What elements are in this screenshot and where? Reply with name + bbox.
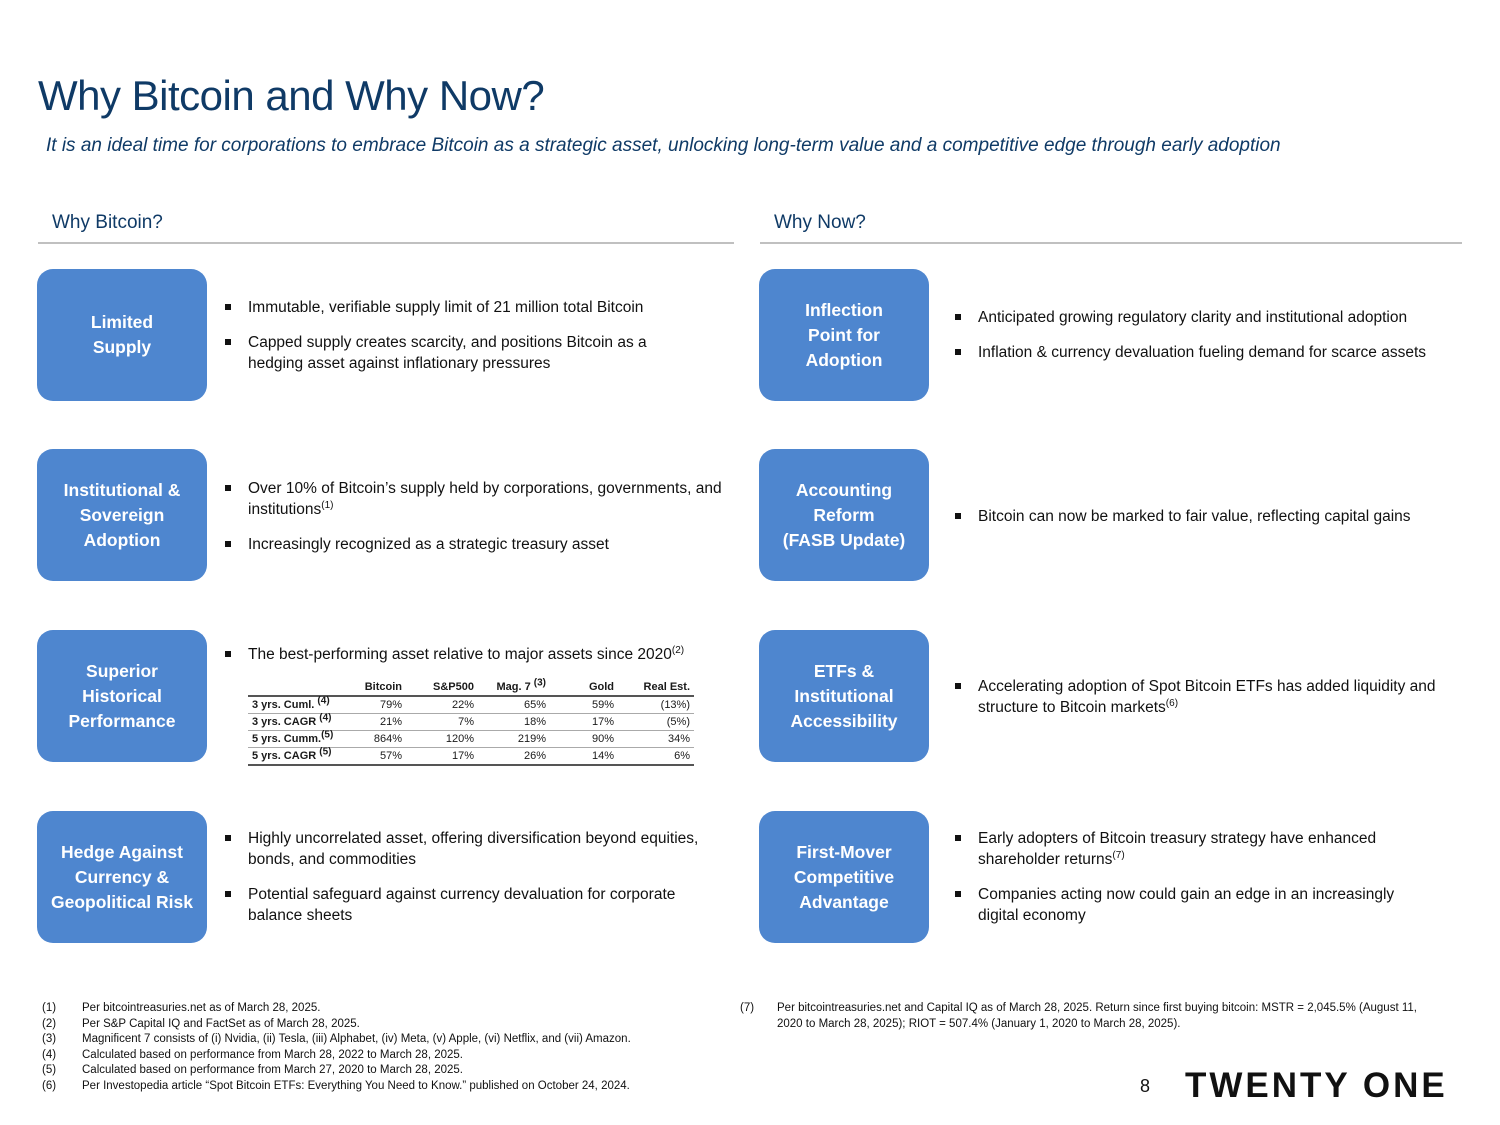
page-number: 8 xyxy=(1140,1076,1151,1096)
row-label: 5 yrs. Cumm. xyxy=(252,733,322,745)
table-cell: 17% xyxy=(550,714,618,731)
inflection-bullets xyxy=(952,307,1472,377)
pill-etf-accessibility xyxy=(759,630,929,762)
performance-table xyxy=(248,679,694,766)
table-cell xyxy=(248,748,348,766)
bullet-item xyxy=(952,828,1432,870)
hedge-bullets xyxy=(222,828,717,940)
pill-line: Advantage xyxy=(799,891,889,912)
pill-line: Limited xyxy=(90,312,154,332)
pill-line: Institutional & xyxy=(63,479,181,500)
bullet-item xyxy=(222,478,727,520)
table-header-cell: Real Est. xyxy=(618,679,694,696)
table-cell: 21% xyxy=(348,714,406,731)
bullet-item: Potential safeguard against currency devaluation for corporate balance sheets xyxy=(222,884,717,926)
table-cell: 34% xyxy=(618,731,694,748)
footnote xyxy=(42,1032,732,1048)
footnote-text: Per bitcointreasuries.net and Capital IQ as of March 28, 2025. Return since first buying bitcoin: MSTR = 2,045.5% (August 11, 2020 to March 28, 2025); RIOT = 507.4% (January 1, 2020 to March 28, 2025). xyxy=(777,1002,1417,1030)
pill-line: Superior xyxy=(86,660,158,681)
bullet-item xyxy=(222,644,727,665)
table-header-cell: Gold xyxy=(550,679,618,696)
pill-line: Adoption xyxy=(83,529,161,550)
table-cell: 22% xyxy=(406,696,478,714)
table-cell: 7% xyxy=(406,714,478,731)
pill-institutional-adoption xyxy=(37,449,207,581)
bullet-item: Inflation & currency devaluation fueling demand for scarce assets xyxy=(952,342,1472,363)
page-title: Why Bitcoin and Why Now? xyxy=(38,72,545,119)
footnote-ref: (1) xyxy=(321,499,334,511)
table-cell: 17% xyxy=(406,748,478,766)
table-cell xyxy=(248,731,348,748)
footnote-number: (2) xyxy=(42,1017,57,1030)
table-cell: 219% xyxy=(478,731,550,748)
pill-line: Competitive xyxy=(793,866,895,887)
footnote-text: Magnificent 7 consists of (i) Nvidia, (ii) Tesla, (iii) Alphabet, (iv) Meta, (v) Apple, (vi) Netflix, and (vii) Amazon. xyxy=(82,1033,631,1045)
why-now-heading: Why Now? xyxy=(774,212,866,233)
footnote-number: (6) xyxy=(42,1079,57,1092)
pill-line: Reform xyxy=(813,504,875,525)
bullet-item: Companies acting now could gain an edge in an increasingly digital economy xyxy=(952,884,1432,926)
bullet-item: Immutable, verifiable supply limit of 21 million total Bitcoin xyxy=(222,297,702,318)
footnote-ref: (6) xyxy=(1165,697,1179,709)
footnote xyxy=(740,1001,1440,1032)
bullet-item: Highly uncorrelated asset, offering diversification beyond equities, bonds, and commodities xyxy=(222,828,717,870)
pill-line: Adoption xyxy=(805,349,883,370)
pill-line: Accounting xyxy=(795,479,893,500)
right-divider xyxy=(760,242,1462,244)
footnote xyxy=(42,1063,732,1079)
table-cell: 65% xyxy=(478,696,550,714)
brand-logo: TWENTY ONE xyxy=(1185,1066,1448,1105)
table-cell: 18% xyxy=(478,714,550,731)
table-cell: 14% xyxy=(550,748,618,766)
bullet-item: Capped supply creates scarcity, and positions Bitcoin as a hedging asset against inflationary pressures xyxy=(222,332,702,374)
table-row xyxy=(248,714,694,731)
footnote-number: (7) xyxy=(740,1002,755,1014)
table-header-cell: S&P500 xyxy=(406,679,478,696)
footnote-text: Per S&P Capital IQ and FactSet as of March 28, 2025. xyxy=(82,1017,360,1030)
pill-limited-supply xyxy=(37,269,207,401)
pill-accounting-reform xyxy=(759,449,929,581)
bullet-text: Early adopters of Bitcoin treasury strategy have enhanced shareholder returns xyxy=(978,830,1377,868)
limited-supply-bullets xyxy=(222,297,702,388)
pill-line: Point for xyxy=(808,324,880,345)
pill-line: Institutional xyxy=(794,685,894,706)
table-cell: (13%) xyxy=(618,696,694,714)
table-cell: 26% xyxy=(478,748,550,766)
footnote-number: (3) xyxy=(42,1033,57,1045)
pill-line: Supply xyxy=(92,337,152,357)
table-header-cell: Bitcoin xyxy=(348,679,406,696)
pill-line: Sovereign xyxy=(79,504,165,525)
performance-bullets xyxy=(222,644,727,679)
table-cell: 90% xyxy=(550,731,618,748)
footnote-text: Per bitcointreasuries.net as of March 28, 2025. xyxy=(82,1002,321,1014)
table-cell: (5%) xyxy=(618,714,694,731)
header-text: Mag. 7 xyxy=(496,681,531,693)
pill-line: Historical xyxy=(82,685,162,706)
footnote xyxy=(42,1048,732,1064)
pill-line: (FASB Update) xyxy=(782,529,906,550)
pill-inflection-point xyxy=(759,269,929,401)
pill-line: ETFs & xyxy=(813,660,875,681)
table-header-cell xyxy=(478,679,550,696)
footnote-number: (4) xyxy=(42,1048,57,1061)
table-cell xyxy=(248,714,348,731)
table-row xyxy=(248,748,694,766)
pill-line: First-Mover xyxy=(796,841,892,862)
footnote-ref: (4) xyxy=(317,695,330,707)
pill-line: Accessibility xyxy=(790,710,898,731)
bullet-text: The best-performing asset relative to major assets since 2020 xyxy=(248,646,672,663)
table-cell: 57% xyxy=(348,748,406,766)
footnote-text: Calculated based on performance from March 28, 2022 to March 28, 2025. xyxy=(82,1048,463,1061)
pill-historical-performance xyxy=(37,630,207,762)
table-cell xyxy=(248,696,348,714)
bullet-item xyxy=(952,676,1442,718)
etf-bullets xyxy=(952,676,1442,732)
row-label: 3 yrs. Cuml. xyxy=(252,699,315,711)
footnote-ref: (4) xyxy=(319,712,332,724)
institutional-bullets xyxy=(222,478,727,569)
row-label: 3 yrs. CAGR xyxy=(252,716,317,728)
footnote-text: Per Investopedia article “Spot Bitcoin ETFs: Everything You Need to Know.” published on October 24, 2024. xyxy=(82,1079,630,1092)
pill-first-mover xyxy=(759,811,929,943)
table-cell: 120% xyxy=(406,731,478,748)
footnotes-left xyxy=(42,1001,732,1094)
footnote-number: (5) xyxy=(42,1064,57,1076)
left-divider xyxy=(38,242,734,244)
pill-hedge-risk xyxy=(37,811,207,943)
accounting-bullets xyxy=(952,506,1472,541)
bullet-item: Increasingly recognized as a strategic treasury asset xyxy=(222,534,727,555)
footnote-ref: (7) xyxy=(1112,849,1125,861)
table-cell: 79% xyxy=(348,696,406,714)
bullet-item: Bitcoin can now be marked to fair value, reflecting capital gains xyxy=(952,506,1472,527)
table-cell: 59% xyxy=(550,696,618,714)
why-bitcoin-heading: Why Bitcoin? xyxy=(52,212,163,233)
pill-line: Geopolitical Risk xyxy=(51,891,193,912)
page-subtitle: It is an ideal time for corporations to embrace Bitcoin as a strategic asset, unlocking long-term value and a competitive edge through early adoption xyxy=(46,135,1281,156)
bullet-text: Accelerating adoption of Spot Bitcoin ETFs has added liquidity and structure to Bitcoin markets xyxy=(978,678,1436,716)
first-mover-bullets xyxy=(952,828,1432,940)
bullet-text: Over 10% of Bitcoin’s supply held by corporations, governments, and institutions xyxy=(248,480,722,518)
footnote-text: Calculated based on performance from March 27, 2020 to March 28, 2025. xyxy=(82,1064,463,1076)
footnote-ref: (5) xyxy=(321,729,334,741)
footnote-number: (1) xyxy=(42,1002,57,1014)
table-header-row xyxy=(248,679,694,696)
pill-line: Inflection xyxy=(805,299,883,320)
footnotes-right xyxy=(740,1001,1440,1032)
table-row xyxy=(248,731,694,748)
footnote xyxy=(42,1001,732,1017)
footnote-ref: (5) xyxy=(319,746,332,758)
footnote-ref: (2) xyxy=(671,644,685,656)
table-row xyxy=(248,696,694,714)
pill-line: Performance xyxy=(68,710,176,731)
table-cell: 864% xyxy=(348,731,406,748)
footnote xyxy=(42,1017,732,1033)
pill-line: Currency & xyxy=(74,866,170,887)
table-cell: 6% xyxy=(618,748,694,766)
row-label: 5 yrs. CAGR xyxy=(252,750,317,762)
footnote-ref: (3) xyxy=(533,677,546,689)
footnote xyxy=(42,1079,732,1095)
pill-line: Hedge Against xyxy=(61,841,183,862)
table-header-cell xyxy=(248,679,348,696)
bullet-item: Anticipated growing regulatory clarity and institutional adoption xyxy=(952,307,1472,328)
